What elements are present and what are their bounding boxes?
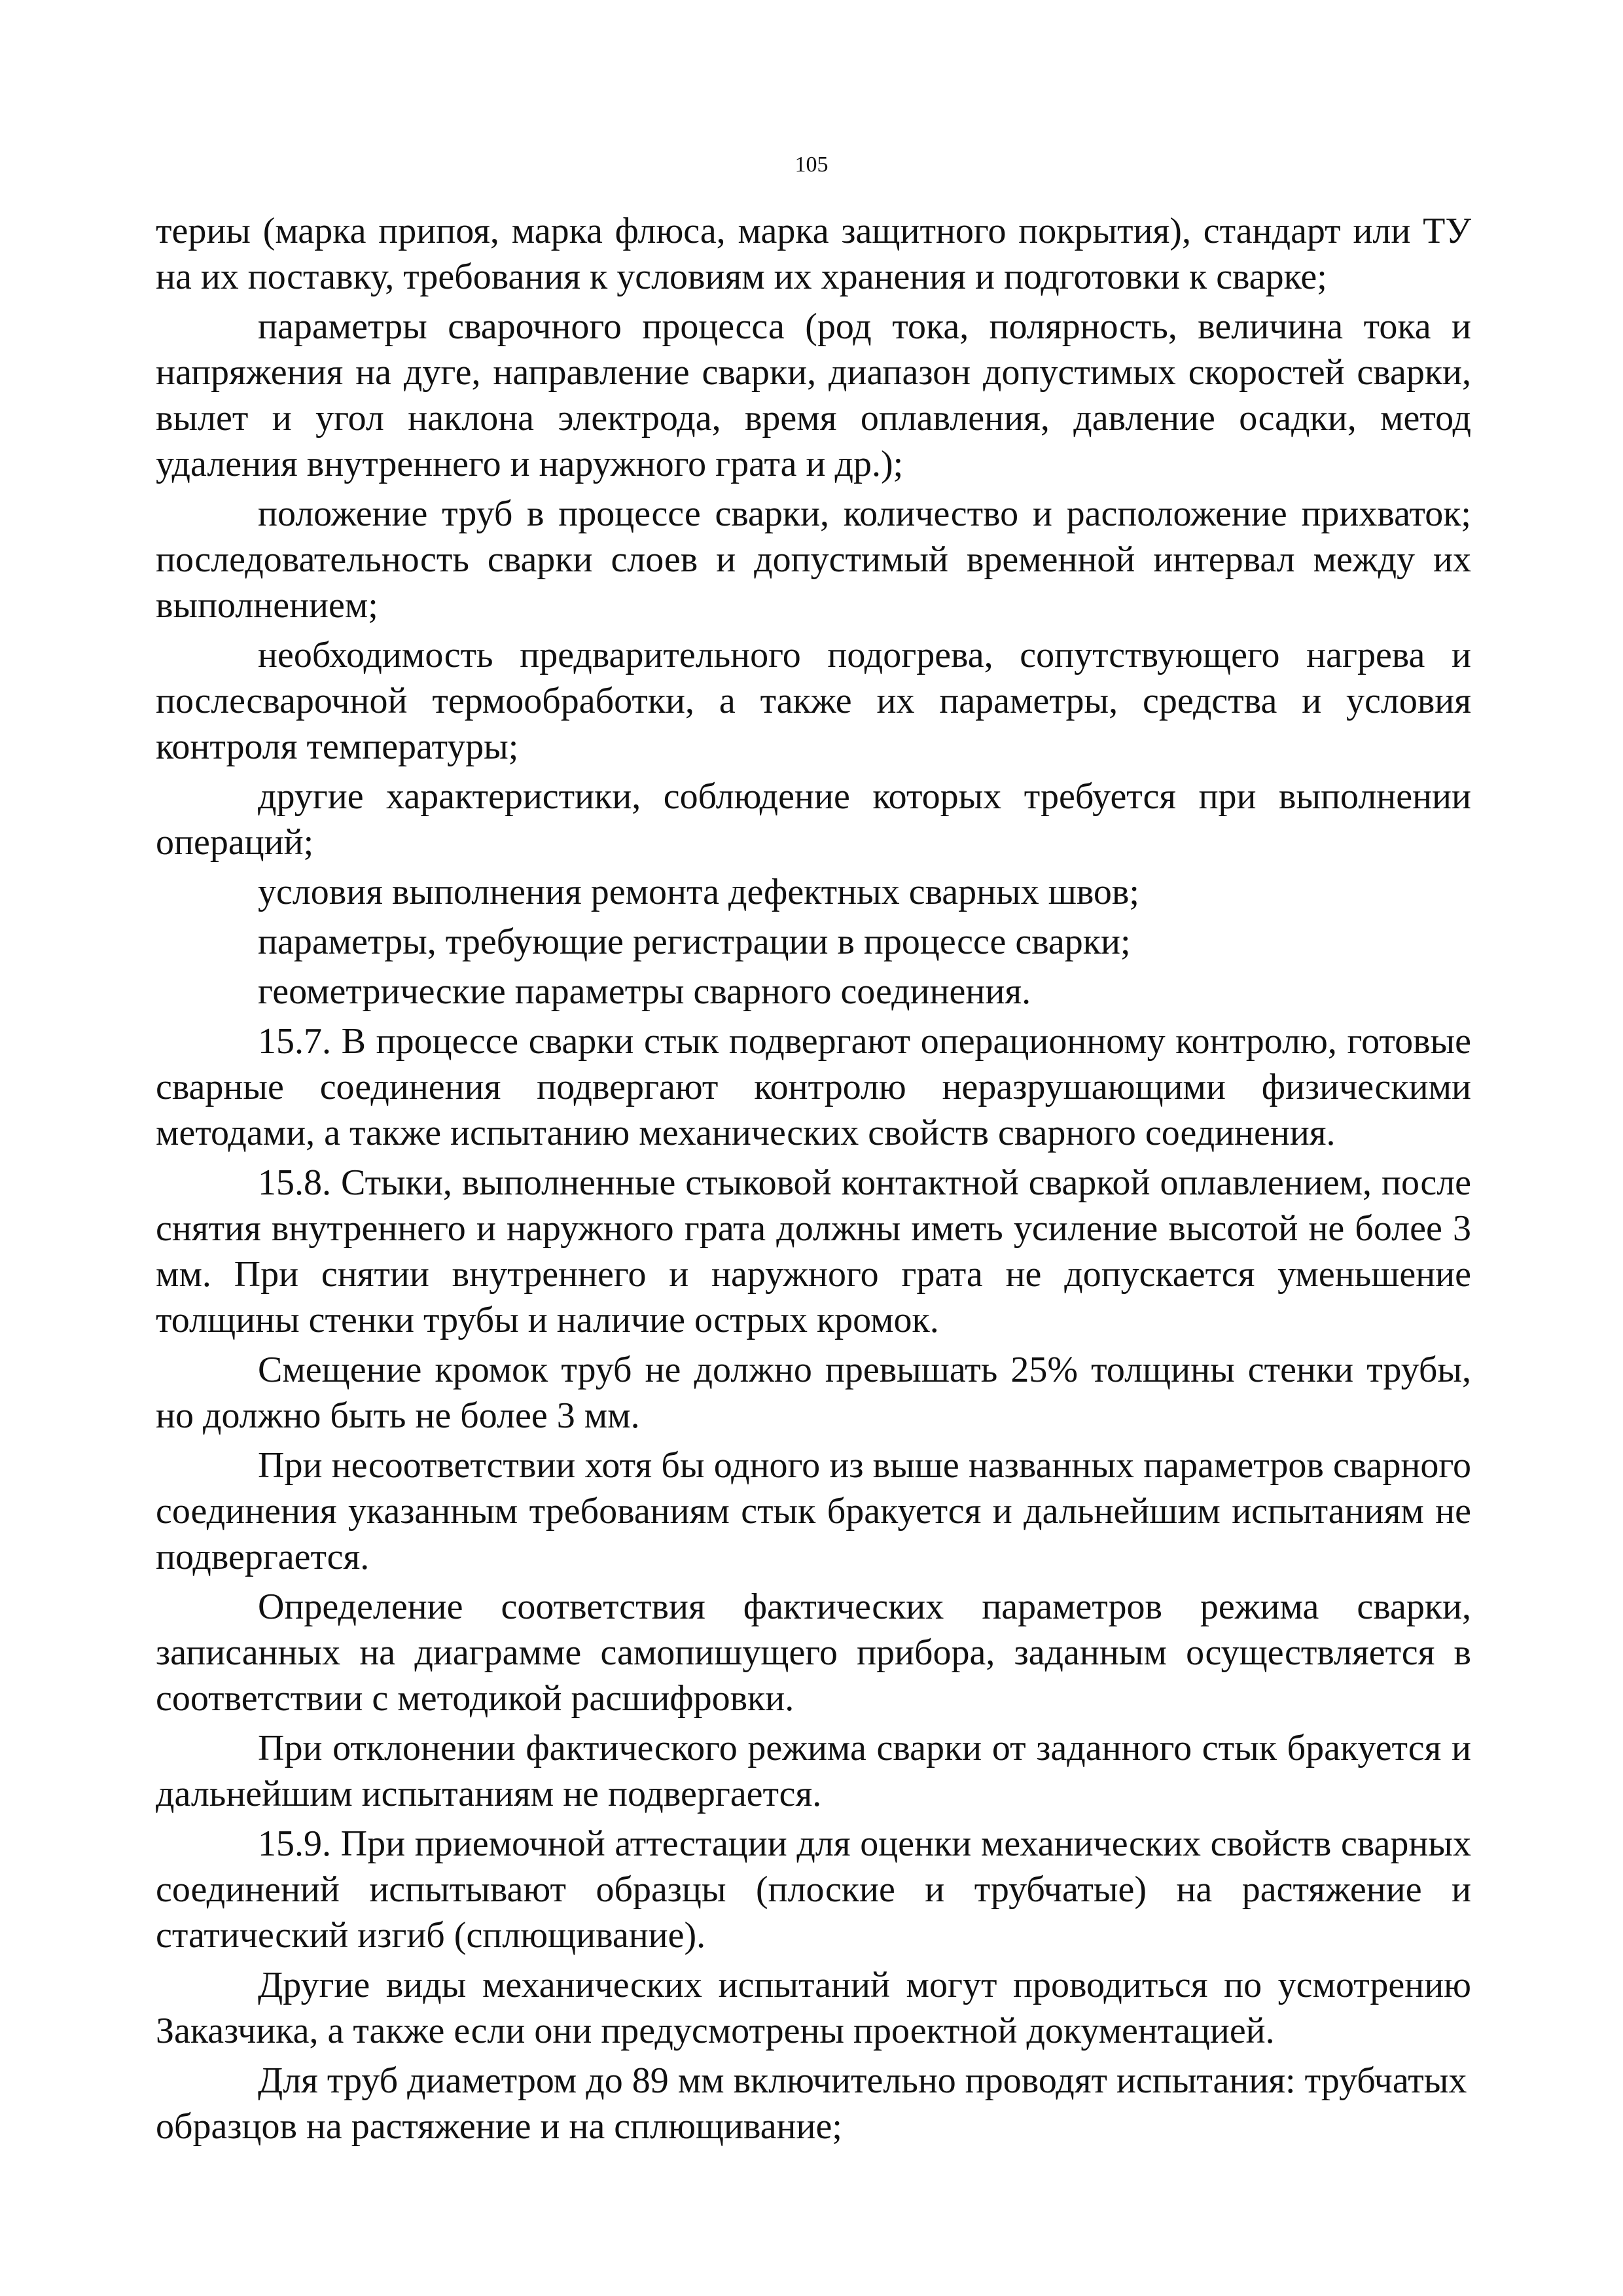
paragraph-17: Для труб диаметром до 89 мм включительно проводят испытания: трубчатых образцов на растяжение и на сплющивание; — [156, 2060, 1467, 2147]
paragraph-7: параметры, требующие регистрации в процессе сварки; — [258, 922, 1131, 962]
page-number: 105 — [794, 152, 829, 177]
paragraph-15: 15.9. При приемочной аттестации для оценки механических свойств сварных соединений испытывают образцы (плоские и трубчатые) на растяжение и статический изгиб (сплющивание). — [156, 1823, 1471, 1956]
paragraph-9: 15.7. В процессе сварки стык подвергают операционному контролю, готовые сварные соединения подвергают контролю неразрушающими физическими методами, а также испытанию механических свойств сварного соединения. — [156, 1021, 1471, 1153]
paragraph-16: Другие виды механических испытаний могут проводиться по усмотрению Заказчика, а также если они предусмотрены проектной документацией. — [156, 1965, 1471, 2051]
paragraph-14: При отклонении фактического режима сварки от заданного стык бракуется и дальнейшим испытаниям не подвергается. — [156, 1728, 1471, 1814]
paragraph-6: условия выполнения ремонта дефектных сварных швов; — [258, 872, 1139, 912]
document-body — [156, 208, 1471, 2153]
paragraph-2: параметры сварочного процесса (род тока, полярность, величина тока и напряжения на дуге, направление сварки, диапазон допустимых скоростей сварки, вылет и угол наклона электрода, время оплавления, давление осадки, метод удаления внутреннего и наружного грата и др.); — [156, 306, 1471, 484]
paragraph-11: Смещение кромок труб не должно превышать 25% толщины стенки трубы, но должно быть не более 3 мм. — [156, 1350, 1471, 1436]
paragraph-8: геометрические параметры сварного соединения. — [258, 971, 1031, 1012]
paragraph-13: Определение соответствия фактических параметров режима сварки, записанных на диаграмме самопишущего прибора, заданным осуществляется в соответствии с методикой расшифровки. — [156, 1587, 1471, 1719]
paragraph-3: положение труб в процессе сварки, количество и расположение прихваток; последовательность сварки слоев и допустимый временной интервал между их выполнением; — [156, 493, 1471, 626]
paragraph-10: 15.8. Стыки, выполненные стыковой контактной сваркой оплавлением, после снятия внутреннего и наружного грата должны иметь усиление высотой не более 3 мм. При снятии внутреннего и наружного грата не допускается уменьшение толщины стенки трубы и наличие острых кромок. — [156, 1162, 1471, 1340]
paragraph-1: териы (марка припоя, марка флюса, марка защитного покрытия), стандарт или ТУ на их поставку, требования к условиям их хранения и подготовки к сварке; — [156, 211, 1471, 297]
paragraph-5: другие характеристики, соблюдение которых требуется при выполнении операций; — [156, 776, 1471, 863]
paragraph-4: необходимость предварительного подогрева, сопутствующего нагрева и послесварочной термообработки, а также их параметры, средства и условия контроля температуры; — [156, 635, 1471, 767]
paragraph-12: При несоответствии хотя бы одного из выше названных параметров сварного соединения указанным требованиям стык бракуется и дальнейшим испытаниям не подвергается. — [156, 1445, 1471, 1577]
